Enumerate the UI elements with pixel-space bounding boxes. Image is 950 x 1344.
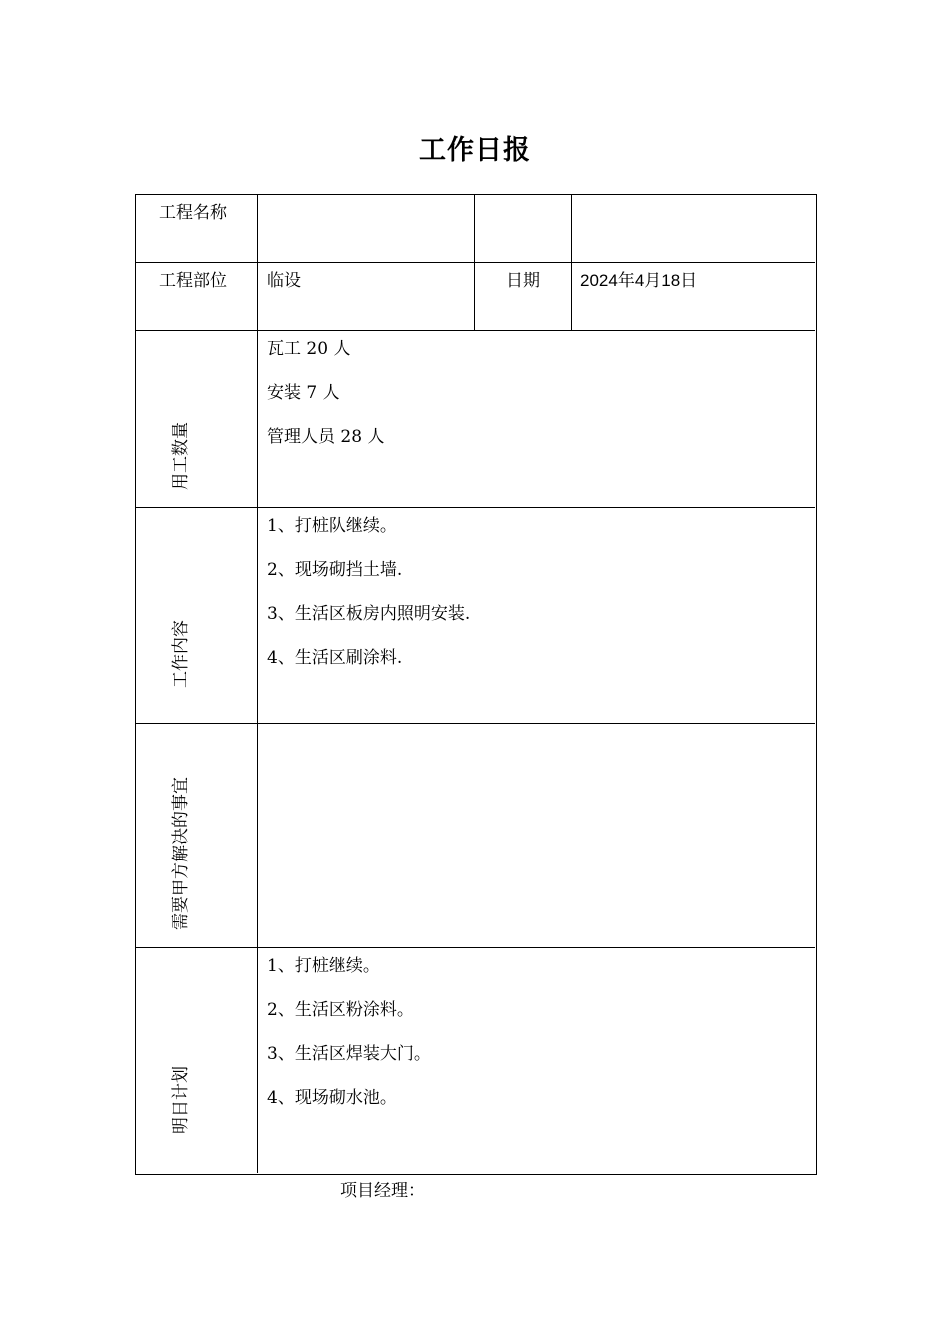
- row-divider: [135, 262, 815, 263]
- column-divider: [257, 194, 258, 1173]
- date-label: 日期: [506, 271, 540, 291]
- project-part-label: 工程部位: [159, 271, 227, 291]
- row-divider: [135, 947, 815, 948]
- plan-label: 明日计划: [171, 1066, 191, 1134]
- labor-label: 用工数量: [171, 422, 191, 490]
- plan-line: 3、生活区焊装大门。: [267, 1044, 431, 1064]
- work-line: 3、生活区板房内照明安装.: [267, 604, 471, 624]
- row-divider: [135, 723, 815, 724]
- row-divider: [135, 507, 815, 508]
- work-line: 2、现场砌挡土墙.: [267, 560, 403, 580]
- report-table: [135, 194, 817, 1175]
- project-manager-signature-label: 项目经理：: [340, 1181, 425, 1201]
- date-value: 2024年4月18日: [580, 271, 698, 290]
- plan-line: 2、生活区粉涂料。: [267, 1000, 414, 1020]
- column-divider: [474, 194, 475, 330]
- project-part-value: 临设: [267, 271, 301, 291]
- plan-line: 1、打桩继续。: [267, 956, 380, 976]
- row-divider: [135, 330, 815, 331]
- plan-line: 4、现场砌水池。: [267, 1088, 397, 1108]
- column-divider: [571, 194, 572, 330]
- project-name-label: 工程名称: [159, 203, 227, 223]
- labor-line: 安装 7 人: [267, 383, 340, 403]
- work-line: 1、打桩队继续。: [267, 516, 397, 536]
- issues-label: 需要甲方解决的事宜: [171, 777, 191, 930]
- work-line: 4、生活区刷涂料.: [267, 648, 403, 668]
- labor-line: 瓦工 20 人: [267, 339, 351, 359]
- labor-line: 管理人员 28 人: [267, 427, 385, 447]
- page-title: 工作日报: [419, 135, 531, 166]
- work-label: 工作内容: [171, 620, 191, 688]
